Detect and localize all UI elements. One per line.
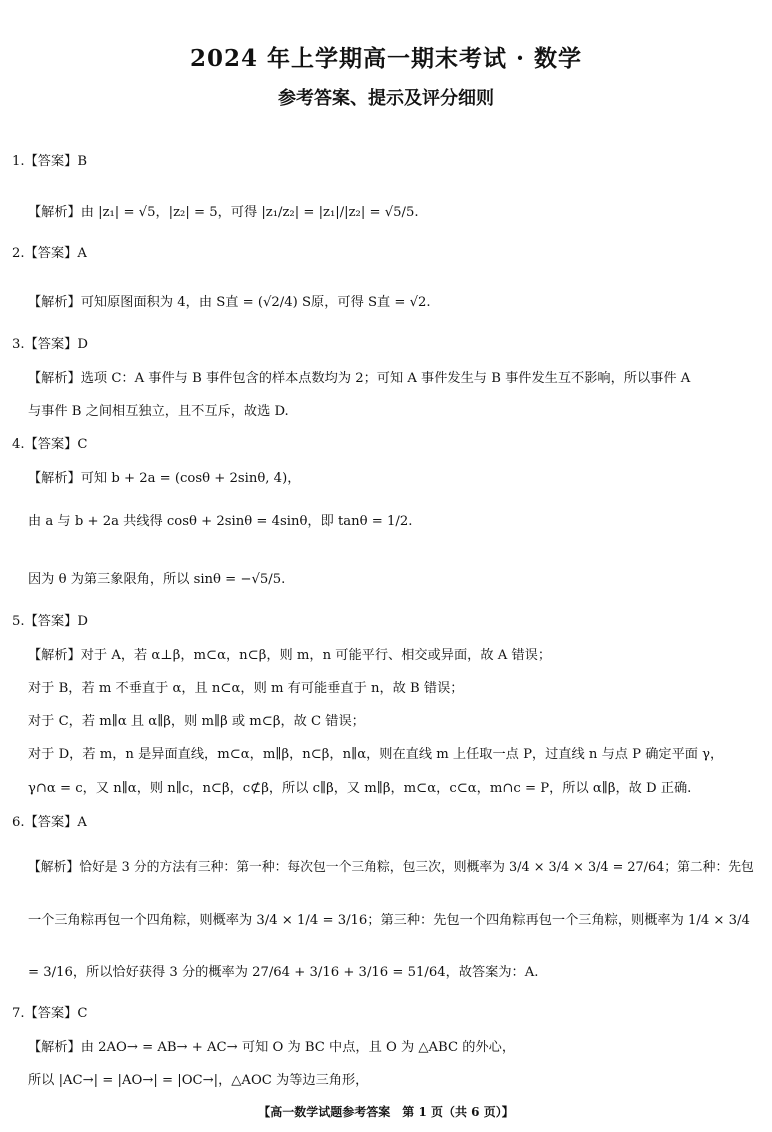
q7-analysis-line2: 所以 |AC→| = |AO→| = |OC→|，△AOC 为等边三角形， xyxy=(28,1073,369,1088)
q6-analysis-line2: 一个三角粽再包一个四角粽，则概率为 3/4 × 1/4 = 3/16；第三种：先包一个四角粽再包一个三角粽，则概率为 1/4 × 3/4 xyxy=(28,913,750,928)
q4-analysis-line1: 【解析】可知 b + 2a = (cosθ + 2sinθ, 4)， xyxy=(28,471,301,486)
q4-answer: 4.【答案】C xyxy=(12,437,88,452)
page-subtitle: 参考答案、提示及评分细则 xyxy=(278,88,494,109)
q3-answer: 3.【答案】D xyxy=(12,337,88,352)
q5-answer: 5.【答案】D xyxy=(12,614,88,629)
q2-answer: 2.【答案】A xyxy=(12,246,87,261)
q7-answer: 7.【答案】C xyxy=(12,1006,88,1021)
q3-analysis-line1: 【解析】选项 C：A 事件与 B 事件包含的样本点数均为 2；可知 A 事件发生与 B 事件发生互不影响，所以事件 A xyxy=(28,371,691,386)
q1-answer: 1.【答案】B xyxy=(12,154,88,169)
q6-analysis-line3: = 3/16，所以恰好获得 3 分的概率为 27/64 + 3/16 + 3/16 = 51/64，故答案为：A. xyxy=(28,965,539,980)
q7-analysis-line1: 【解析】由 2AO→ = AB→ + AC→ 可知 O 为 BC 中点，且 O 为 △ABC 的外心， xyxy=(28,1040,516,1055)
q4-analysis-line2: 由 a 与 b + 2a 共线得 cosθ + 2sinθ = 4sinθ，即 tanθ = 1/2. xyxy=(28,514,413,529)
page-title: 2024 年上学期高一期末考试 · 数学 xyxy=(189,45,583,72)
q4-analysis-line3: 因为 θ 为第三象限角，所以 sinθ = −√5/5. xyxy=(28,572,286,587)
q2-analysis: 【解析】可知原图面积为 4，由 S直 = (√2/4) S原，可得 S直 = √2. xyxy=(28,295,431,310)
q5-analysis-line4: 对于 D，若 m，n 是异面直线，m⊂α，m∥β，n⊂β，n∥α，则在直线 m 上任取一点 P，过直线 n 与点 P 确定平面 γ， xyxy=(28,747,724,762)
q6-analysis-line1: 【解析】恰好是 3 分的方法有三种：第一种：每次包一个三角粽，包三次，则概率为 3/4 × 3/4 × 3/4 = 27/64；第二种：先包 xyxy=(28,860,754,875)
q1-analysis: 【解析】由 |z₁| = √5，|z₂| = 5，可得 |z₁/z₂| = |z₁|/|z₂| = √5/5. xyxy=(28,205,419,220)
q5-analysis-line1: 【解析】对于 A，若 α⊥β，m⊂α，n⊂β，则 m，n 可能平行、相交或异面，故 A 错误； xyxy=(28,648,552,663)
q3-analysis-line2: 与事件 B 之间相互独立，且不互斥，故选 D. xyxy=(28,404,289,419)
q5-analysis-line3: 对于 C，若 m∥α 且 α∥β，则 m∥β 或 m⊂β，故 C 错误； xyxy=(28,714,365,729)
q6-answer: 6.【答案】A xyxy=(12,815,87,830)
q5-analysis-line2: 对于 B，若 m 不垂直于 α，且 n⊂α，则 m 有可能垂直于 n，故 B 错误； xyxy=(28,681,464,696)
q5-analysis-line5: γ∩α = c，又 n∥α，则 n∥c，n⊂β，c⊄β，所以 c∥β，又 m∥β，m⊂α，c⊂α，m∩c = P，所以 α∥β，故 D 正确. xyxy=(28,781,692,796)
page-footer: 【高一数学试题参考答案 第 1 页（共 6 页）】 xyxy=(258,1105,514,1119)
